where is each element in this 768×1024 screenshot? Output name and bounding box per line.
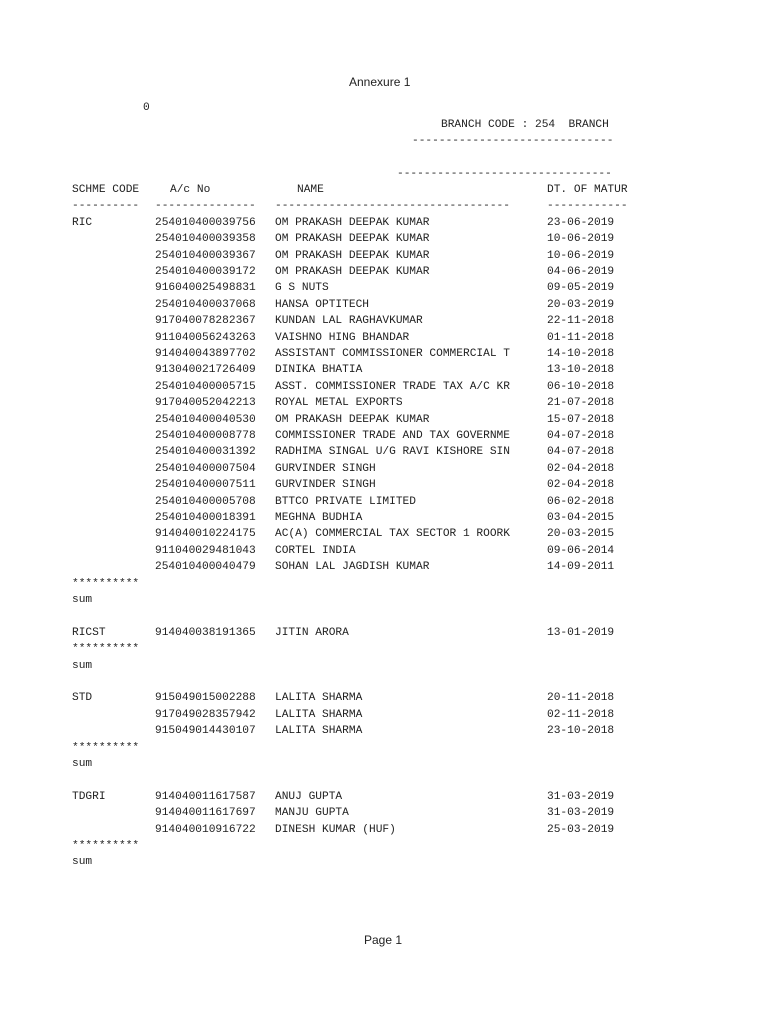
asterisk-separator: **********	[72, 643, 140, 656]
maturity-date: 13-01-2019	[547, 626, 615, 639]
account-name: OM PRAKASH DEEPAK KUMAR	[275, 266, 430, 278]
account-number: 254010400005708	[155, 495, 256, 508]
table-header-row	[0, 182, 628, 198]
account-number: 254010400039172	[155, 266, 256, 278]
table-row	[0, 477, 615, 493]
table-row	[0, 690, 615, 706]
scheme-code: RIC	[72, 216, 93, 229]
underline-name: -----------------------------------	[275, 200, 510, 213]
account-number: 254010400039756	[155, 216, 256, 229]
maturity-date: 10-06-2019	[547, 233, 615, 246]
table-row	[0, 559, 615, 575]
account-number: 914040011617587	[155, 790, 256, 803]
account-number: 254010400039358	[155, 233, 256, 246]
account-name: GURVINDER SINGH	[275, 479, 376, 492]
maturity-date: 03-04-2015	[547, 512, 615, 524]
column-header-maturity-date: DT. OF MATUR	[547, 184, 628, 196]
account-name: CORTEL INDIA	[275, 544, 356, 557]
table-row	[0, 822, 615, 838]
group-separator	[0, 838, 600, 854]
account-number: 914040043897702	[155, 348, 256, 360]
account-name: ANUJ GUPTA	[275, 790, 343, 803]
maturity-date: 21-07-2018	[547, 397, 615, 410]
account-name: ROYAL METAL EXPORTS	[275, 397, 403, 410]
group-sum-row	[0, 854, 600, 870]
account-name: GURVINDER SINGH	[275, 462, 376, 475]
account-number: 914040010224175	[155, 528, 256, 541]
table-row	[0, 248, 615, 264]
table-row	[0, 313, 615, 329]
table-row	[0, 805, 615, 821]
group-separator	[0, 576, 600, 592]
account-name: HANSA OPTITECH	[275, 298, 369, 311]
account-number: 916040025498831	[155, 282, 256, 295]
table-row	[0, 461, 615, 477]
underline-account: ---------------	[155, 200, 256, 213]
scheme-code: RICST	[72, 626, 106, 639]
group-sum-row	[0, 592, 600, 608]
account-name: MEGHNA BUDHIA	[275, 512, 363, 524]
sum-label: sum	[72, 856, 93, 869]
table-row	[0, 297, 615, 313]
table-row	[0, 526, 615, 542]
maturity-date: 23-06-2019	[547, 216, 615, 229]
table-row	[0, 330, 615, 346]
account-number: 254010400040530	[155, 413, 256, 426]
account-number: 915049014430107	[155, 725, 256, 738]
group-separator	[0, 740, 600, 756]
account-number: 254010400007511	[155, 479, 256, 492]
scheme-code: STD	[72, 692, 93, 705]
account-name: LALITA SHARMA	[275, 692, 363, 705]
zero-marker: 0	[143, 102, 150, 114]
table-row	[0, 543, 615, 559]
account-name: VAISHNO HING BHANDAR	[275, 331, 410, 344]
account-name: AC(A) COMMERCIAL TAX SECTOR 1 ROORK	[275, 528, 510, 541]
page-title: Annexure 1	[349, 75, 411, 89]
column-header-account-number: A/c No	[170, 184, 211, 196]
account-name: JITIN ARORA	[275, 626, 349, 639]
account-name: G S NUTS	[275, 282, 329, 295]
maturity-date: 15-07-2018	[547, 413, 615, 426]
maturity-date: 02-04-2018	[547, 479, 615, 492]
account-number: 915049015002288	[155, 692, 256, 705]
account-name: OM PRAKASH DEEPAK KUMAR	[275, 233, 430, 246]
maturity-date: 14-09-2011	[547, 561, 615, 574]
maturity-date: 09-05-2019	[547, 282, 615, 295]
maturity-date: 31-03-2019	[547, 790, 615, 803]
account-name: ASSISTANT COMMISSIONER COMMERCIAL T	[275, 348, 510, 360]
account-number: 917040078282367	[155, 315, 256, 328]
account-name: DINIKA BHATIA	[275, 364, 363, 377]
table-row	[0, 379, 615, 395]
maturity-date: 20-11-2018	[547, 692, 615, 705]
group-sum-row	[0, 658, 600, 674]
account-number: 917049028357942	[155, 708, 256, 721]
asterisk-separator: **********	[72, 840, 140, 852]
account-number: 911040029481043	[155, 544, 256, 557]
account-number: 914040010916722	[155, 823, 256, 836]
maturity-date: 25-03-2019	[547, 823, 615, 836]
maturity-date: 22-11-2018	[547, 315, 615, 328]
table-row	[0, 231, 615, 247]
account-number: 254010400008778	[155, 430, 256, 442]
account-name: KUNDAN LAL RAGHAVKUMAR	[275, 315, 423, 328]
account-number: 254010400005715	[155, 380, 256, 393]
asterisk-separator: **********	[72, 577, 140, 590]
sum-label: sum	[72, 758, 93, 770]
maturity-date: 20-03-2015	[547, 528, 615, 541]
table-row	[0, 215, 615, 231]
account-number: 914040038191365	[155, 626, 256, 639]
header-dash-line-2: --------------------------------	[397, 168, 612, 180]
maturity-date: 14-10-2018	[547, 348, 615, 360]
underline-date: ------------	[547, 200, 628, 213]
column-header-scheme-code: SCHME CODE	[72, 184, 140, 196]
maturity-date: 31-03-2019	[547, 807, 615, 820]
header-dash-line-1: ------------------------------	[412, 135, 614, 147]
maturity-date: 10-06-2019	[547, 249, 615, 262]
table-row	[0, 280, 615, 296]
account-name: OM PRAKASH DEEPAK KUMAR	[275, 216, 430, 229]
account-number: 254010400007504	[155, 462, 256, 475]
account-number: 254010400037068	[155, 298, 256, 311]
maturity-date: 04-06-2019	[547, 266, 615, 278]
scheme-code: TDGRI	[72, 790, 106, 803]
maturity-date: 20-03-2019	[547, 298, 615, 311]
column-header-name: NAME	[297, 184, 324, 196]
page-number: Page 1	[364, 933, 403, 947]
account-name: OM PRAKASH DEEPAK KUMAR	[275, 249, 430, 262]
table-row	[0, 510, 615, 526]
group-separator	[0, 641, 600, 657]
table-row	[0, 362, 615, 378]
underline-scheme: ----------	[72, 200, 140, 213]
account-name: DINESH KUMAR (HUF)	[275, 823, 396, 836]
table-row	[0, 395, 615, 411]
maturity-date: 02-04-2018	[547, 462, 615, 475]
table-row	[0, 412, 615, 428]
maturity-date: 04-07-2018	[547, 430, 615, 442]
table-row	[0, 625, 615, 641]
table-row	[0, 444, 615, 460]
maturity-date: 13-10-2018	[547, 364, 615, 377]
account-name: MANJU GUPTA	[275, 807, 349, 820]
account-number: 911040056243263	[155, 331, 256, 344]
maturity-date: 06-10-2018	[547, 380, 615, 393]
account-name: ASST. COMMISSIONER TRADE TAX A/C KR	[275, 380, 510, 393]
branch-code-line: BRANCH CODE : 254 BRANCH	[441, 119, 609, 131]
account-name: COMMISSIONER TRADE AND TAX GOVERNME	[275, 430, 510, 442]
maturity-date: 01-11-2018	[547, 331, 615, 344]
maturity-date: 09-06-2014	[547, 544, 615, 557]
account-number: 254010400018391	[155, 512, 256, 524]
account-name: SOHAN LAL JAGDISH KUMAR	[275, 561, 430, 574]
table-row	[0, 346, 615, 362]
maturity-date: 04-07-2018	[547, 446, 615, 459]
account-name: OM PRAKASH DEEPAK KUMAR	[275, 413, 430, 426]
maturity-date: 02-11-2018	[547, 708, 615, 721]
account-name: BTTCO PRIVATE LIMITED	[275, 495, 416, 508]
account-number: 914040011617697	[155, 807, 256, 820]
table-row	[0, 428, 615, 444]
table-row	[0, 707, 615, 723]
sum-label: sum	[72, 594, 93, 606]
account-number: 917040052042213	[155, 397, 256, 410]
asterisk-separator: **********	[72, 741, 140, 754]
table-row	[0, 789, 615, 805]
account-name: LALITA SHARMA	[275, 708, 363, 721]
table-row	[0, 723, 615, 739]
table-row	[0, 494, 615, 510]
account-number: 254010400031392	[155, 446, 256, 459]
sum-label: sum	[72, 659, 93, 672]
group-sum-row	[0, 756, 600, 772]
account-number: 254010400040479	[155, 561, 256, 574]
maturity-date: 06-02-2018	[547, 495, 615, 508]
table-row	[0, 264, 615, 280]
report-table	[0, 182, 635, 882]
account-name: LALITA SHARMA	[275, 725, 363, 738]
account-number: 913040021726409	[155, 364, 256, 377]
table-header-underline	[0, 198, 628, 214]
maturity-date: 23-10-2018	[547, 725, 615, 738]
account-name: RADHIMA SINGAL U/G RAVI KISHORE SIN	[275, 446, 510, 459]
account-number: 254010400039367	[155, 249, 256, 262]
